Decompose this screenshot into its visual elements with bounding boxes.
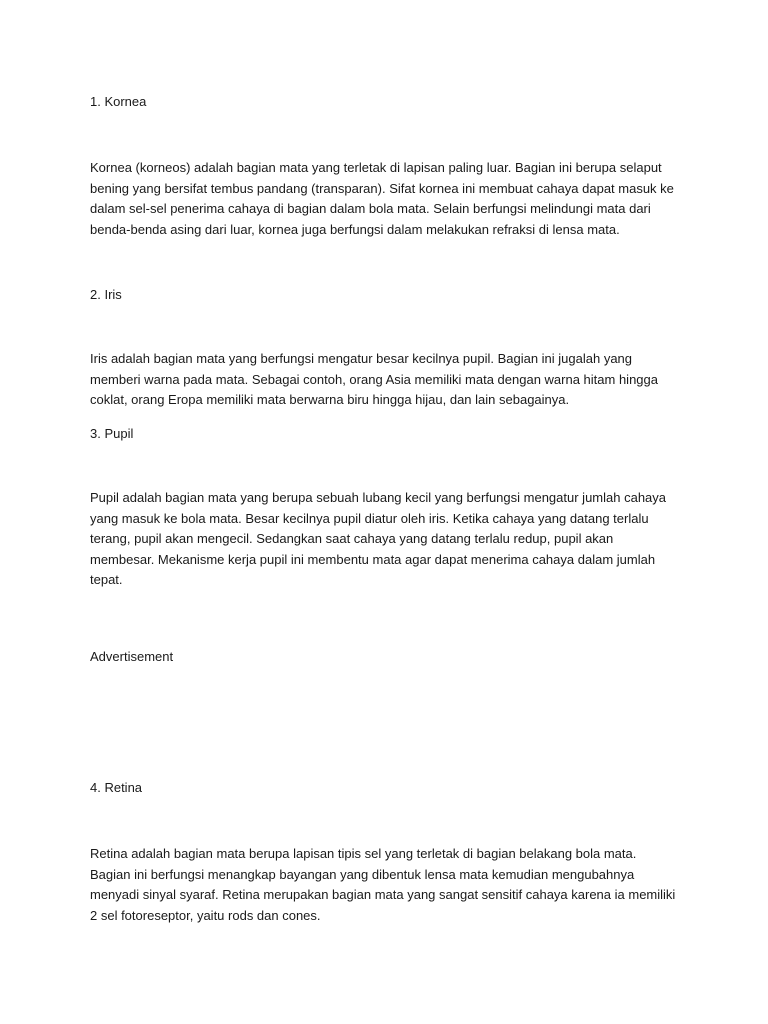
paragraph-retina: Retina adalah bagian mata berupa lapisan tipis sel yang terletak di bagian belakang bola mata. Bagian ini berfungsi menangkap bayangan yang dibentuk lensa mata kemudian mengubahnya menyadi sinyal syaraf. Retina merupakan bagian mata yang sangat sensitif cahaya karena ia memiliki 2 sel fotoreseptor, yaitu rods dan cones.	[90, 846, 676, 923]
advertisement-label: Advertisement	[90, 649, 174, 664]
paragraph-kornea: Kornea (korneos) adalah bagian mata yang terletak di lapisan paling luar. Bagian ini berupa selaput bening yang bersifat tembus pandang (transparan). Sifat kornea ini membuat cahaya dapat masuk ke dalam sel-sel penerima cahaya di bagian dalam bola mata. Selain berfungsi melindungi mata dari benda-benda asing dari luar, kornea juga berfungsi dalam melakukan refraksi di lensa mata.	[90, 160, 674, 237]
heading-pupil: 3. Pupil	[90, 426, 134, 441]
paragraph-iris: Iris adalah bagian mata yang berfungsi mengatur besar kecilnya pupil. Bagian ini jugalah yang memberi warna pada mata. Sebagai contoh, orang Asia memiliki mata dengan warna hitam hingga coklat, orang Eropa memiliki mata berwarna biru hingga hijau, dan lain sebagainya.	[90, 351, 658, 407]
paragraph-pupil: Pupil adalah bagian mata yang berupa sebuah lubang kecil yang berfungsi mengatur jumlah cahaya yang masuk ke bola mata. Besar kecilnya pupil diatur oleh iris. Ketika cahaya yang datang terlalu terang, pupil akan mengecil. Sedangkan saat cahaya yang datang terlalu redup, pupil akan membesar. Mekanisme kerja pupil ini membentu mata agar dapat menerima cahaya dalam jumlah tepat.	[90, 490, 667, 587]
heading-iris: 2. Iris	[90, 287, 122, 302]
heading-kornea: 1. Kornea	[90, 94, 147, 109]
heading-retina: 4. Retina	[90, 780, 143, 795]
